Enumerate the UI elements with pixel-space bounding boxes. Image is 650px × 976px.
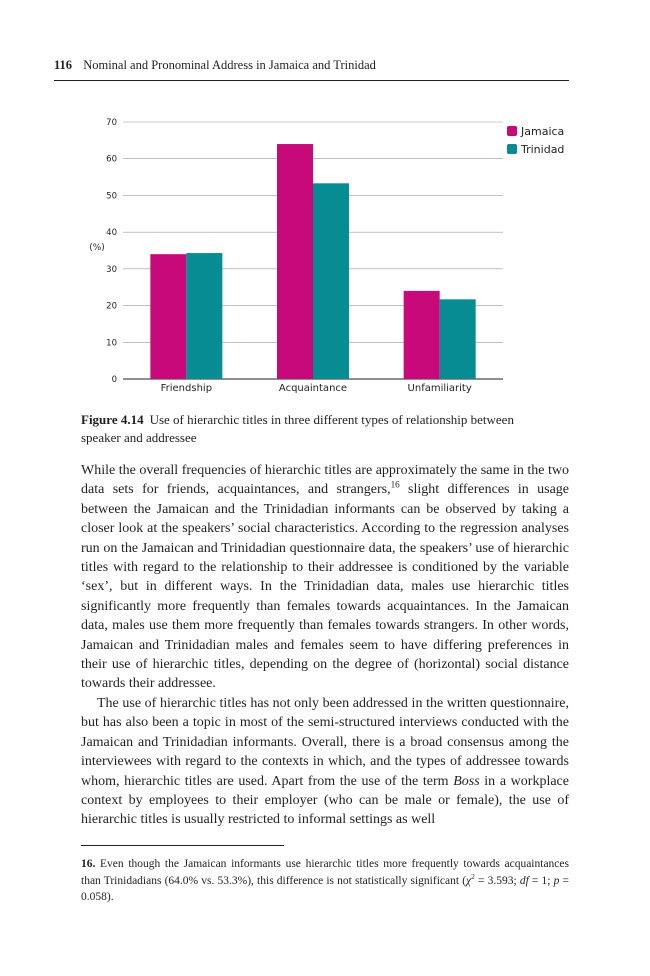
legend-item-trinidad <box>507 140 564 158</box>
footnote-16: 16. Even though the Jamaican informants use hierarchic titles more frequently towards acquaintances than Trinidadians (64.0% vs. 53.3%), this difference is not statistically significant ($\chi^2 = 3.593$; df = 1; p = 0.058). <box>81 858 570 903</box>
bar-chart <box>0 0 650 400</box>
x-tick-label: Friendship <box>160 383 213 394</box>
legend-label: Trinidad <box>521 142 565 156</box>
legend-label: Jamaica <box>521 124 565 138</box>
figure-caption <box>81 411 531 447</box>
x-tick-label: Unfamiliarity <box>407 383 472 394</box>
y-tick-label: 0 <box>111 375 117 385</box>
legend-swatch <box>507 144 517 154</box>
paragraph-2: The use of hierarchic titles has not only been addressed in the written questionnaire, but has also been a topic in most of the semi-structured interviews conducted with the Jamaican and Trinidadian informants. Overall, there is a broad consensus among the interviewees with regard to the contexts in which, and the types of addressee towards whom, hierarchic titles are used. Apart from the use of the term Boss in a workplace context by employees to their employer (who can be male or female), the use of hierarchic titles is usually restricted to informal settings as well <box>81 695 569 828</box>
footnote-ref-16[interactable]: 16 <box>390 479 400 490</box>
footnote-rule <box>81 845 284 846</box>
paragraph-1: While the overall frequencies of hierarchic titles are approximately the same in the two data sets for friends, acquaintances, and strangers,$^{16}$ slight differences in usage between the Jamaican and the Trinidadian informants can be observed by taking a closer look at the speakers’ social characteristics. According to the regression analyses run on the Jamaican and Trinidadian questionnaire data, the speakers’ use of hierarchic titles with regard to the relationship to their addressee is conditioned by the variable ‘sex’, but in different ways. In the Trinidadian data, males use hierarchic titles significantly more frequently than females towards acquaintances. In the Jamaican data, males use them more frequently than females towards strangers. In other words, Jamaican and Trinidadian males and females seem to have differing preferences in their use of hierarchic titles, depending on the degree of (horizontal) social distance towards their addressee. <box>81 463 570 692</box>
y-tick-label: 20 <box>106 301 117 312</box>
y-tick-label: 60 <box>106 154 117 165</box>
y-tick-label: 40 <box>106 228 117 239</box>
page-number: 116 <box>54 58 73 72</box>
y-axis-label: (%) <box>89 243 105 253</box>
body-text <box>81 461 569 830</box>
legend-item-jamaica <box>507 122 564 140</box>
chart-legend <box>507 122 564 158</box>
bar-jamaica-friendship <box>150 254 186 379</box>
bar-jamaica-acquaintance <box>277 144 313 379</box>
y-tick-label: 10 <box>106 338 117 349</box>
bar-jamaica-unfamiliarity <box>404 291 440 379</box>
y-tick-label: 70 <box>106 118 117 128</box>
bar-trinidad-acquaintance <box>313 183 349 379</box>
legend-swatch <box>507 126 517 136</box>
y-tick-label: 30 <box>106 264 117 275</box>
bar-trinidad-friendship <box>186 253 222 379</box>
bar-trinidad-unfamiliarity <box>440 299 476 379</box>
footnote-number: 16. <box>81 858 96 870</box>
y-tick-label: 50 <box>106 191 117 202</box>
running-title: Nominal and Pronominal Address in Jamaica and Trinidad <box>83 58 376 72</box>
figure-label: Figure 4.14 <box>81 412 144 427</box>
x-tick-label: Acquaintance <box>278 383 348 394</box>
figure-caption-text: Use of hierarchic titles in three different types of relationship between speaker and addressee <box>81 412 514 445</box>
